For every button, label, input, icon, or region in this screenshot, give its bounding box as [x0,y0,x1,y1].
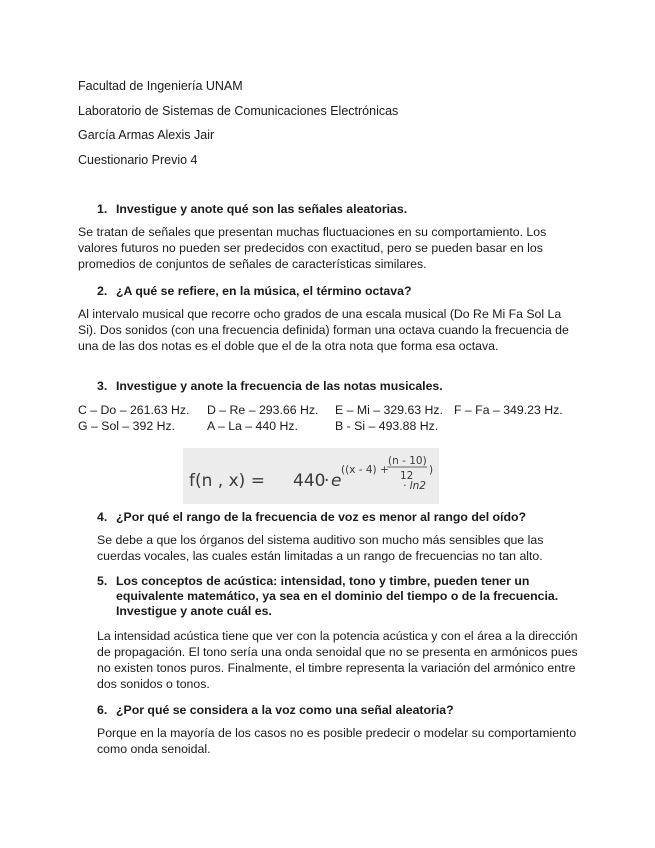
formula-frac-num: (n - 10) [388,455,427,467]
formula-lhs: f(n , x) = [189,471,265,491]
question-text: ¿Por qué se considera a la voz como una señal aleatoria? [116,703,454,717]
note-la: A – La – 440 Hz. [207,419,298,433]
question-number: 2. [97,284,108,298]
formula-graphic [183,448,439,504]
formula-exp-open: ((x - 4) + [341,464,389,476]
formula-coefficient: 440 [293,471,326,491]
question-text: ¿A qué se refiere, en la música, el término octava? [116,284,412,298]
formula-frac-den: 12 [400,470,414,482]
answer-4: Se debe a que los órganos del sistema auditivo son mucho más sensibles que las cuerdas vocales, las cuales están limitadas a un rango de frecuencias no tan alto. [97,533,544,563]
note-fa: F – Fa – 349.23 Hz. [454,403,563,417]
header-lab: Laboratorio de Sistemas de Comunicaciones Electrónicas [78,104,399,118]
question-number: 4. [97,510,108,524]
question-text: Investigue y anote la frecuencia de las notas musicales. [116,379,443,393]
note-mi: E – Mi – 329.63 Hz. [335,403,443,417]
answer-6: Porque en la mayoría de los casos no es posible predecir o modelar su comportamiento como onda senoidal. [97,726,577,756]
note-frequency-formula [183,448,439,504]
question-number: 1. [97,202,108,216]
note-do: C – Do – 261.63 Hz. [78,403,190,417]
header-title: Cuestionario Previo 4 [78,153,198,167]
header-faculty: Facultad de Ingeniería UNAM [78,79,243,93]
question-text: Los conceptos de acústica: intensidad, tono y timbre, pueden tener un equivalente matemático, ya sea en el dominio del tiempo o de la frecuencia. Investigue y anote cuál es. [116,574,559,618]
answer-5: La intensidad acústica tiene que ver con la potencia acústica y con el área a la dirección de propagación. El tono sería una onda senoidal que no se presenta en armónicos pues no existen tonos puros. Finalmente, el timbre representa la variación del armónico entre dos sonidos o tonos. [97,629,578,691]
formula-dot: · [324,471,330,491]
answer-2: Al intervalo musical que recorre ocho grados de una escala musical (Do Re Mi Fa Sol La Si). Dos sonidos (con una frecuencia definida) forman una octava cuando la frecuencia de una de las dos notas es el doble que el de la otra nota que forma esa octava. [78,307,569,353]
formula-exp-close: ) [429,464,434,476]
question-number: 6. [97,703,108,717]
question-number: 5. [97,574,108,588]
note-si: B - Si – 493.88 Hz. [335,419,439,433]
header-author: García Armas Alexis Jair [78,128,215,142]
answer-1: Se tratan de señales que presentan muchas fluctuaciones en su comportamiento. Los valores futuros no pueden ser predecidos con exactitud, pero se pueden basar en los promedios de conjuntos de señales de características similares. [78,225,547,271]
formula-base: e [331,471,342,491]
note-re: D – Re – 293.66 Hz. [207,403,319,417]
note-sol: G – Sol – 392 Hz. [78,419,176,433]
question-text: ¿Por qué el rango de la frecuencia de voz es menor al rango del oído? [116,510,526,524]
formula-ln: · ln2 [403,480,426,492]
question-text: Investigue y anote qué son las señales aleatorias. [116,202,408,216]
question-number: 3. [97,379,108,393]
